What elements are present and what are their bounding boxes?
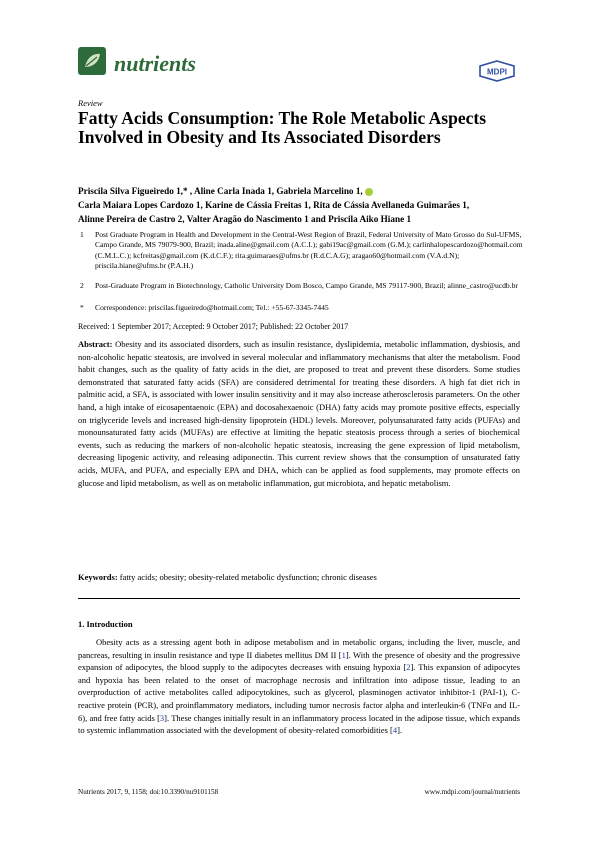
mdpi-logo-text: MDPI	[487, 67, 507, 77]
citation-link[interactable]: 4	[392, 725, 398, 736]
abstract-text: Obesity and its associated disorders, such as insulin resistance, dyslipidemia, metabolic inflammation, dysbiosis, and non-alcoholic hepatic steatosis, are involved in several molecular and inflammatory mechanisms that alter the metabolism. Food habit changes, such as the quality of fatty acids in the diet, are proposed to treat and prevent these disorders. Some studies demonstrated that saturated fatty acids (SFA) are considered detrimental for treating these disorders. A high fat diet rich in palmitic acid, a SFA, is associated with lower insulin sensitivity and it may also increase atherosclerosis parameters. On the other hand, a high intake of eicosapentaenoic (EPA) and docosahexaenoic (DHA) fatty acids may promote positive effects, especially on triglyceride levels and increased high-density lipoprotein (HDL) levels. Moreover, polyunsaturated fatty acids (PUFAs) and monounsaturated fatty acids (MUFAs) are effective at limiting the hepatic steatosis process through a series of biochemical events, such as reducing the markers of non-alcoholic hepatic steatosis, increasing the gene expression of lipid metabolism, decreasing lipogenic activity, and releasing adiponectin. This current review shows that the consumption of unsaturated fatty acids, MUFA, and PUFA, and especially EPA and DHA, which can be applied as food supplements, may promote effects on glucose and lipid metabolism, as well as on metabolic inflammation, gut microbiota, and hepatic metabolism.	[78, 339, 520, 488]
article-title: Fatty Acids Consumption: The Role Metabolic Aspects Involved in Obesity and Its Associated Disorders	[78, 108, 487, 147]
affiliation-number: 1	[80, 230, 84, 239]
abstract	[78, 338, 520, 489]
author-list	[78, 184, 523, 226]
keywords-text: fatty acids; obesity; obesity-related metabolic dysfunction; chronic diseases	[119, 572, 377, 582]
introduction-paragraph: Obesity acts as a stressing agent both in adipose metabolism and in metabolic organs, including the liver, muscle, and pancreas, resulting in insulin resistance and type II diabetes mellitus DM II [1]. With the presence of obesity and the progressive expansion of adipocytes, the blood supply to the adipocytes decreases with ensuing hypoxia [2]. This expansion of adipocytes and hypoxia has been related to the onset of macrophage necrosis and infiltration into adipose tissue, leading to an overproduction of active metabolites called adipocytokines, such as glycerol, plasminogen activator inhibitor-1 (PAI-1), C-reactive protein (PCR), and proinflammatory mediators, including tumor necrosis factor alpha and interleukin-6 (TNFα and IL-6), and free fatty acids [3]. These changes initially result in an inflammatory process located in the adipose tissue, which expands to systemic inflammation associated with the development of obesity-related comorbidities [4].	[78, 637, 521, 736]
citation-link[interactable]: 2	[406, 662, 411, 673]
publication-dates: Received: 1 September 2017; Accepted: 9 October 2017; Published: 22 October 2017	[78, 322, 349, 331]
affiliation-text: Correspondence: priscilas.figueiredo@hotmail.com; Tel.: +55-67-3345-7445	[95, 303, 329, 312]
citation-link[interactable]: 3	[159, 712, 165, 723]
article-type: Review	[78, 98, 103, 108]
author-line-3: Alinne Pereira de Castro 2, Valter Aragão do Nascimento 1 and Priscila Aiko Hiane 1	[78, 214, 412, 224]
footer-url[interactable]: www.mdpi.com/journal/nutrients	[424, 788, 520, 796]
orcid-icon[interactable]	[365, 188, 373, 196]
author-line-2: Carla Maiara Lopes Cardozo 1, Karine de Cássia Freitas 1, Rita de Cássia Avellaneda Guimarães 1,	[78, 200, 470, 210]
affiliation-1	[78, 230, 523, 272]
section-heading: 1. Introduction	[78, 619, 133, 629]
citation-link[interactable]: 1	[341, 649, 346, 660]
abstract-label: Abstract:	[78, 339, 113, 349]
correspondence	[78, 303, 523, 313]
affiliation-text: Post-Graduate Program in Biotechnology, Catholic University Dom Bosco, Campo Grande, MS 79117-900, Brazil; alinne_castro@ucdb.br	[95, 281, 518, 290]
keywords	[78, 572, 520, 582]
section-divider	[78, 598, 520, 599]
mdpi-logo	[478, 60, 516, 82]
footer-citation: Nutrients 2017, 9, 1158; doi:10.3390/nu9101158	[78, 788, 219, 796]
affiliation-text: Post Graduate Program in Health and Development in the Central-West Region of Brazil, Federal University of Mato Grosso do Sul-UFMS, Campo Grande, MS 79079-900, Brazil; inada.aline@gmail.com (A.C.I.); gabi19ac@gmail.com (G.M.); carlinhalopescardozo@hotmail.com (C.M.L.C.); kcfreitas@gmail.com (K.d.C.F.); rita.guimaraes@ufms.br (R.d.C.A.G); aragao60@hotmail.com (V.A.d.N); priscila.hiane@ufms.br (P.A.H.)	[95, 230, 523, 271]
affiliation-number: 2	[80, 281, 84, 290]
journal-name: nutrients	[114, 51, 196, 76]
affiliation-2	[78, 281, 523, 291]
journal-logo-icon	[78, 47, 106, 75]
keywords-label: Keywords:	[78, 572, 118, 582]
affiliation-number: *	[80, 303, 84, 312]
author-line-1: Priscila Silva Figueiredo 1,* , Aline Carla Inada 1, Gabriela Marcelino 1,	[78, 184, 523, 198]
